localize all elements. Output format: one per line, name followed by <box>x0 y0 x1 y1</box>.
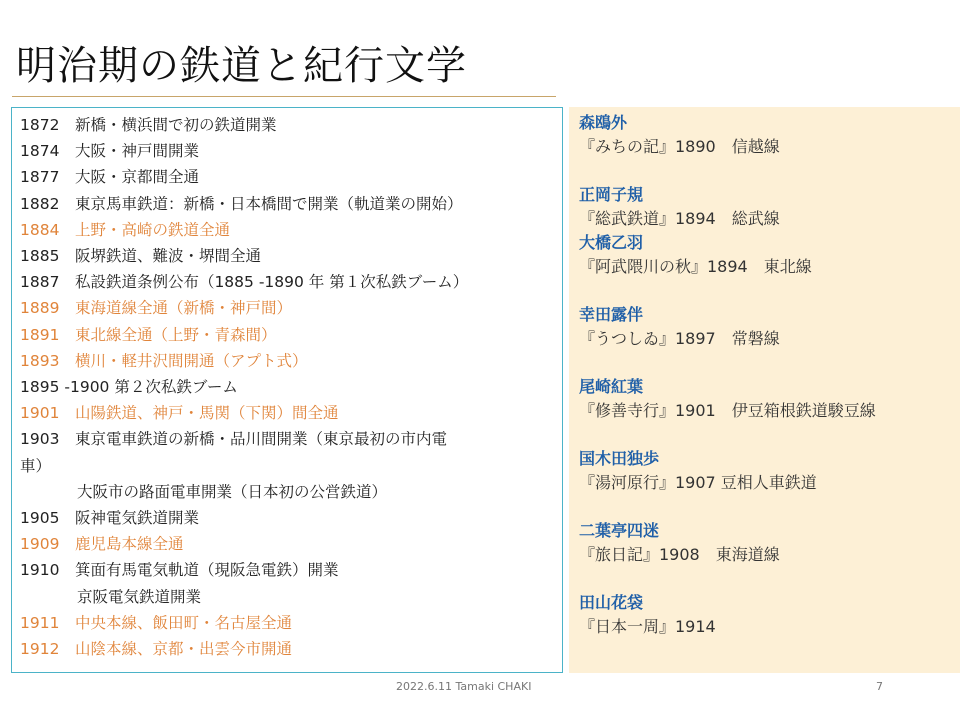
author-name: 森鴎外 <box>579 113 628 132</box>
work-entry: 『修善寺行』1901 伊豆箱根鉄道駿豆線 <box>579 401 876 420</box>
author-name: 尾崎紅葉 <box>579 377 644 396</box>
footer-text: 2022.6.11 Tamaki CHAKI <box>396 680 532 693</box>
author-name: 二葉亭四迷 <box>579 521 660 540</box>
timeline-row: 1882 東京馬車鉄道：新橋・日本橋間で開業（軌道業の開始） <box>20 194 463 213</box>
timeline-row: 1877 大阪・京都間全通 <box>20 168 199 187</box>
timeline-row: 1893 横川・軽井沢間開通（アプト式） <box>20 351 308 370</box>
work-entry: 『日本一周』1914 <box>579 617 716 636</box>
work-entry: 『湯河原行』1907 豆相人車鉄道 <box>579 473 817 492</box>
timeline-row: 1884 上野・高崎の鉄道全通 <box>20 220 230 239</box>
work-entry: 『旅日記』1908 東海道線 <box>579 545 780 564</box>
timeline-row: 大阪市の路面電車開業（日本初の公営鉄道） <box>77 482 388 501</box>
spacer <box>579 159 876 183</box>
timeline-row: 1909 鹿児島本線全通 <box>20 535 184 554</box>
author-name: 大橋乙羽 <box>579 233 644 252</box>
timeline-row: 1874 大阪・神戸間開業 <box>20 142 199 161</box>
timeline-row: 車） <box>20 456 52 475</box>
timeline-box <box>11 107 563 673</box>
spacer <box>579 495 876 519</box>
timeline-row: 1885 阪堺鉄道、難波・堺間全通 <box>20 247 261 266</box>
timeline-row: 1887 私設鉄道条例公布（1885 -1890 年 第１次私鉄ブーム） <box>20 273 469 292</box>
author-name: 幸田露伴 <box>579 305 644 324</box>
timeline-row: 1901 山陽鉄道、神戸・馬関（下関）間全通 <box>20 404 339 423</box>
timeline-row: 1895 -1900 第２次私鉄ブーム <box>20 378 238 397</box>
spacer <box>579 567 876 591</box>
spacer <box>579 351 876 375</box>
timeline-row: 1910 箕面有馬電気軌道（現阪急電鉄）開業 <box>20 561 339 580</box>
timeline-row: 1905 阪神電気鉄道開業 <box>20 509 199 528</box>
timeline-row: 1912 山陰本線、京都・出雲今市開通 <box>20 640 292 659</box>
author-name: 田山花袋 <box>579 593 644 612</box>
timeline-row: 1891 東北線全通（上野・青森間） <box>20 325 277 344</box>
literature-sidebar <box>569 107 960 673</box>
work-entry: 『うつしゐ』1897 常磐線 <box>579 329 780 348</box>
page-number: 7 <box>876 680 883 693</box>
author-list <box>579 111 876 639</box>
spacer <box>579 423 876 447</box>
work-entry: 『阿武隈川の秋』1894 東北線 <box>579 257 812 276</box>
timeline-row: 1872 新橋・横浜間で初の鉄道開業 <box>20 116 277 134</box>
timeline-row: 京阪電気鉄道開業 <box>77 587 202 606</box>
spacer <box>579 279 876 303</box>
author-name: 国木田独歩 <box>579 449 660 468</box>
page-title: 明治期の鉄道と紀行文学 <box>16 43 467 89</box>
timeline-row: 1911 中央本線、飯田町・名古屋全通 <box>20 613 292 632</box>
timeline-row: 1903 東京電車鉄道の新橋・品川間開業（東京最初の市内電 <box>20 430 447 449</box>
work-entry: 『総武鉄道』1894 総武線 <box>579 209 780 228</box>
title-divider <box>12 96 556 97</box>
author-name: 正岡子規 <box>579 185 644 204</box>
work-entry: 『みちの記』1890 信越線 <box>579 137 780 156</box>
timeline-row: 1889 東海道線全通（新橋・神戸間） <box>20 299 292 318</box>
